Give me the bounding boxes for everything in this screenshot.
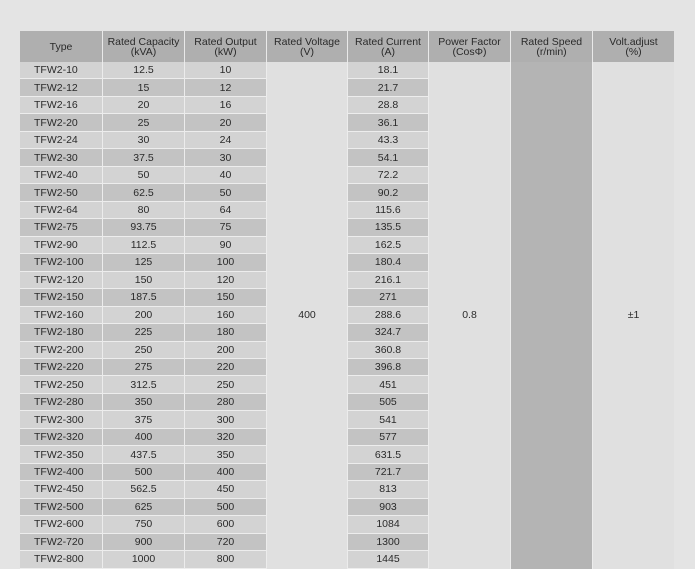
cell-rated-capacity: 93.75 [103,219,185,236]
cell-rated-capacity: 625 [103,499,185,516]
cell-type: TFW2-75 [20,219,103,236]
cell-rated-capacity: 12.5 [103,62,185,79]
cell-type: TFW2-250 [20,376,103,393]
cell-rated-capacity: 225 [103,324,185,341]
table-row [20,62,674,79]
cell-rated-capacity: 187.5 [103,289,185,306]
cell-rated-capacity: 37.5 [103,149,185,166]
cell-rated-output: 150 [185,289,267,306]
cell-rated-current: 577 [348,429,429,446]
cell-rated-capacity: 112.5 [103,237,185,254]
cell-rated-capacity: 250 [103,342,185,359]
cell-rated-output: 75 [185,219,267,236]
cell-rated-output: 280 [185,394,267,411]
cell-rated-current: 813 [348,481,429,498]
cell-rated-capacity: 437.5 [103,446,185,463]
cell-rated-output: 50 [185,184,267,201]
cell-rated-output: 300 [185,411,267,428]
cell-rated-output: 350 [185,446,267,463]
cell-rated-output: 10 [185,62,267,79]
cell-rated-capacity: 200 [103,307,185,324]
cell-type: TFW2-10 [20,62,103,79]
cell-rated-capacity: 25 [103,114,185,131]
cell-rated-current: 180.4 [348,254,429,271]
cell-type: TFW2-64 [20,202,103,219]
header-rated-output: Rated Output (kW) [185,31,267,62]
cell-rated-current: 54.1 [348,149,429,166]
cell-rated-output: 160 [185,307,267,324]
cell-rated-output: 200 [185,342,267,359]
header-volt-adjust: Volt.adjust (%) [593,31,674,62]
cell-rated-current: 324.7 [348,324,429,341]
cell-rated-output: 64 [185,202,267,219]
cell-rated-output: 24 [185,132,267,149]
cell-rated-capacity: 125 [103,254,185,271]
cell-type: TFW2-180 [20,324,103,341]
cell-rated-current: 18.1 [348,62,429,79]
cell-rated-capacity: 30 [103,132,185,149]
cell-rated-output: 720 [185,534,267,551]
header-row [20,31,674,62]
cell-rated-current: 43.3 [348,132,429,149]
cell-rated-capacity: 750 [103,516,185,533]
cell-rated-current: 541 [348,411,429,428]
cell-rated-output: 30 [185,149,267,166]
cell-power-factor: 0.8 [429,62,511,569]
cell-type: TFW2-350 [20,446,103,463]
cell-rated-current: 21.7 [348,79,429,96]
generator-spec-table [20,31,674,569]
cell-type: TFW2-500 [20,499,103,516]
cell-rated-current: 28.8 [348,97,429,114]
cell-rated-current: 288.6 [348,307,429,324]
cell-rated-output: 16 [185,97,267,114]
cell-rated-current: 115.6 [348,202,429,219]
cell-rated-capacity: 312.5 [103,376,185,393]
cell-rated-current: 1084 [348,516,429,533]
cell-rated-capacity: 80 [103,202,185,219]
cell-rated-voltage: 400 [267,62,348,569]
header-rated-voltage: Rated Voltage (V) [267,31,348,62]
cell-rated-capacity: 375 [103,411,185,428]
cell-rated-current: 216.1 [348,272,429,289]
cell-type: TFW2-16 [20,97,103,114]
cell-rated-output: 90 [185,237,267,254]
cell-rated-current: 903 [348,499,429,516]
cell-type: TFW2-24 [20,132,103,149]
cell-rated-current: 451 [348,376,429,393]
cell-type: TFW2-150 [20,289,103,306]
cell-rated-output: 450 [185,481,267,498]
cell-rated-capacity: 500 [103,464,185,481]
cell-rated-current: 135.5 [348,219,429,236]
cell-rated-current: 396.8 [348,359,429,376]
cell-type: TFW2-600 [20,516,103,533]
cell-rated-capacity: 20 [103,97,185,114]
header-rated-speed: Rated Speed (r/min) [511,31,593,62]
cell-type: TFW2-300 [20,411,103,428]
cell-rated-current: 72.2 [348,167,429,184]
cell-rated-current: 631.5 [348,446,429,463]
cell-rated-current: 271 [348,289,429,306]
cell-rated-capacity: 150 [103,272,185,289]
cell-rated-output: 500 [185,499,267,516]
cell-rated-capacity: 1000 [103,551,185,568]
cell-type: TFW2-30 [20,149,103,166]
table-body [20,62,674,569]
cell-type: TFW2-100 [20,254,103,271]
header-rated-current: Rated Current (A) [348,31,429,62]
cell-type: TFW2-12 [20,79,103,96]
cell-type: TFW2-800 [20,551,103,568]
cell-rated-output: 100 [185,254,267,271]
cell-rated-speed [511,62,593,569]
cell-rated-current: 721.7 [348,464,429,481]
cell-rated-capacity: 50 [103,167,185,184]
cell-rated-output: 12 [185,79,267,96]
cell-rated-current: 1300 [348,534,429,551]
cell-rated-current: 162.5 [348,237,429,254]
cell-type: TFW2-200 [20,342,103,359]
cell-rated-output: 800 [185,551,267,568]
cell-type: TFW2-90 [20,237,103,254]
cell-rated-current: 360.8 [348,342,429,359]
header-power-factor: Power Factor (CosΦ) [429,31,511,62]
cell-type: TFW2-160 [20,307,103,324]
header-rated-capacity: Rated Capacity (kVA) [103,31,185,62]
cell-rated-current: 505 [348,394,429,411]
cell-rated-output: 220 [185,359,267,376]
cell-volt-adjust: ±1 [593,62,674,569]
cell-rated-output: 400 [185,464,267,481]
cell-type: TFW2-120 [20,272,103,289]
cell-rated-capacity: 15 [103,79,185,96]
cell-rated-output: 320 [185,429,267,446]
cell-rated-capacity: 275 [103,359,185,376]
cell-type: TFW2-50 [20,184,103,201]
cell-rated-capacity: 900 [103,534,185,551]
cell-rated-capacity: 62.5 [103,184,185,201]
cell-type: TFW2-450 [20,481,103,498]
cell-rated-capacity: 350 [103,394,185,411]
cell-rated-current: 1445 [348,551,429,568]
cell-rated-capacity: 400 [103,429,185,446]
cell-rated-output: 20 [185,114,267,131]
cell-rated-output: 120 [185,272,267,289]
header-type: Type [20,31,103,62]
cell-type: TFW2-220 [20,359,103,376]
cell-rated-output: 40 [185,167,267,184]
cell-type: TFW2-720 [20,534,103,551]
cell-type: TFW2-400 [20,464,103,481]
cell-type: TFW2-280 [20,394,103,411]
cell-rated-output: 250 [185,376,267,393]
cell-rated-current: 36.1 [348,114,429,131]
cell-type: TFW2-40 [20,167,103,184]
cell-rated-current: 90.2 [348,184,429,201]
cell-rated-capacity: 562.5 [103,481,185,498]
cell-type: TFW2-20 [20,114,103,131]
cell-rated-output: 180 [185,324,267,341]
cell-rated-output: 600 [185,516,267,533]
cell-type: TFW2-320 [20,429,103,446]
